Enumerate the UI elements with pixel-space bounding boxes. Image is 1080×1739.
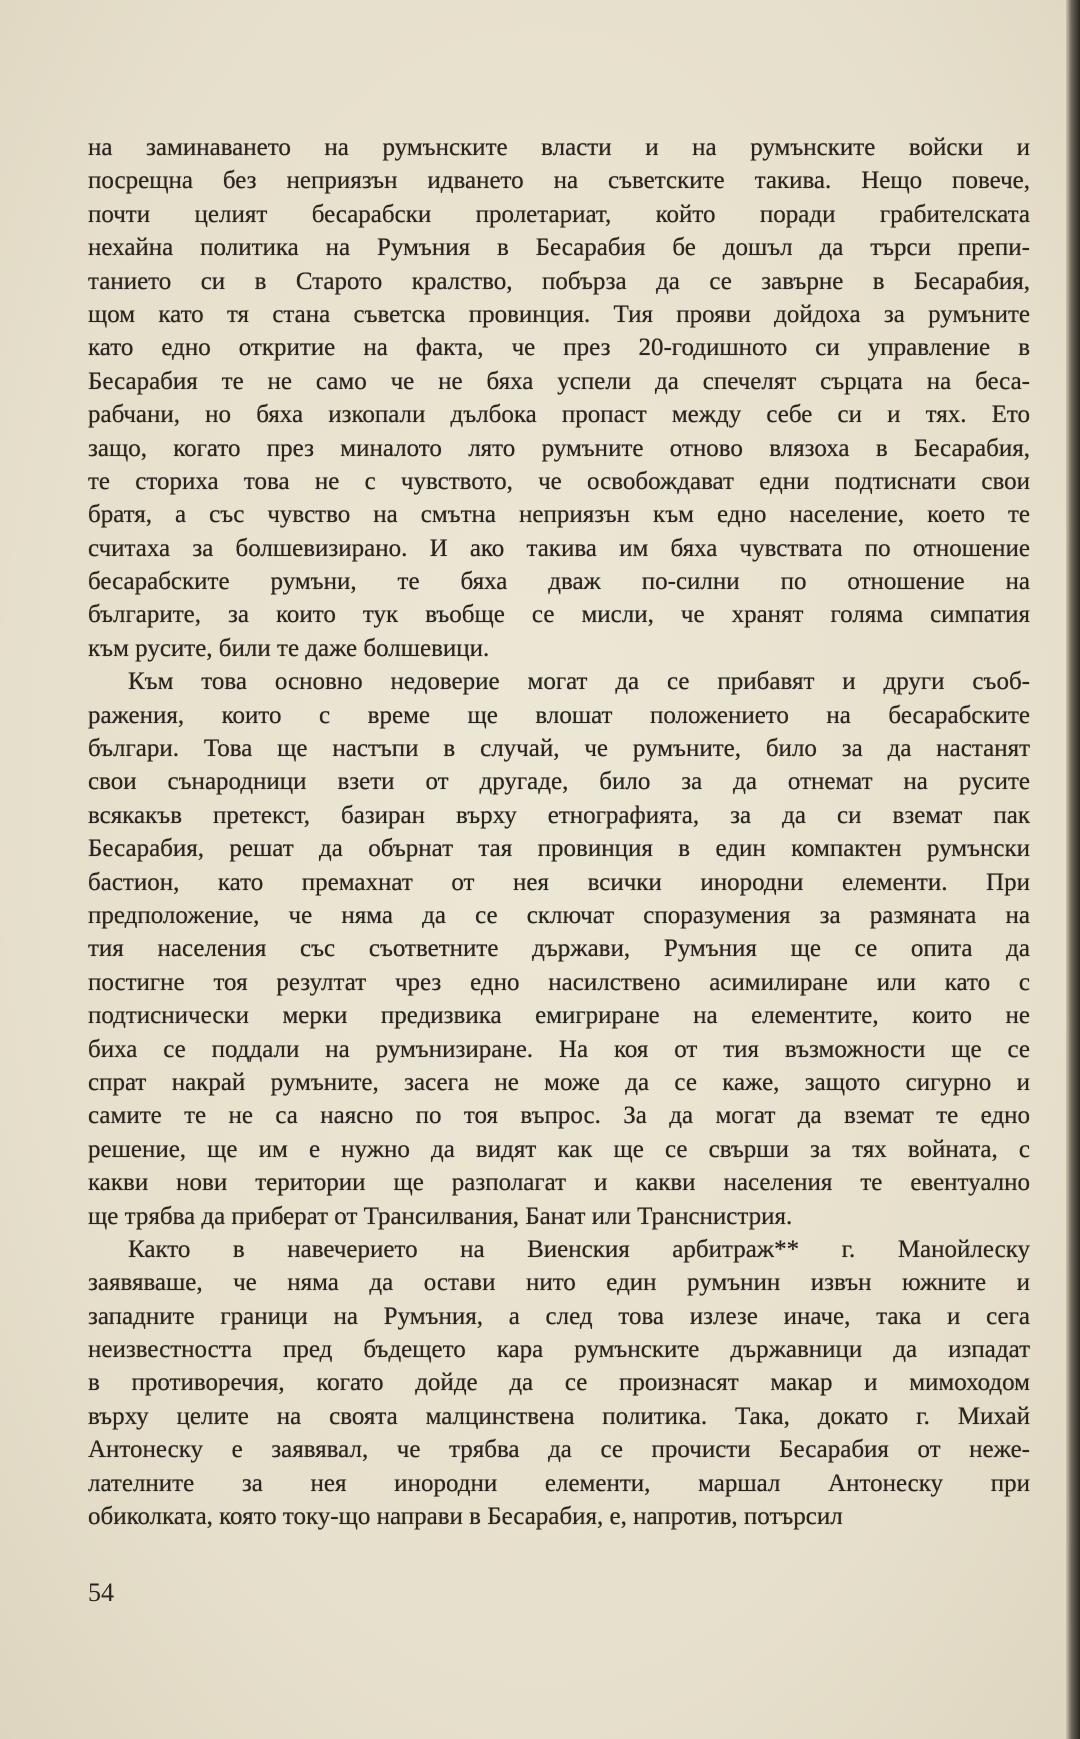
text-line: в противоречия, когато дойде да се произнасят макар и мимоходом	[88, 1369, 1030, 1397]
text-line: почти целият бесарабски пролетариат, който поради грабителската	[88, 200, 1030, 228]
text-line: българи. Това ще настъпи в случай, че румъните, било за да настанят	[88, 735, 1030, 763]
text-line: всякакъв претекст, базиран върху етнографията, за да си вземат пак	[88, 801, 1030, 829]
text-line: българите, за които тук въобще се мисли, че хранят голяма симпатия	[88, 601, 1030, 629]
text-line: подтиснически мерки предизвика емигриране на елементите, които не	[88, 1002, 1030, 1030]
text-line: щом като тя стана съветска провинция. Тия прояви дойдоха за румъните	[88, 300, 1030, 328]
text-line: обиколката, която току-що направи в Бесарабия, е, напротив, потърсил	[88, 1503, 843, 1531]
text-line: като едно откритие на факта, че през 20-годишното си управление в	[88, 334, 1030, 362]
text-line: ще трябва да приберат от Трансилвания, Банат или Транснистрия.	[88, 1202, 793, 1230]
text-line: защо, когато през миналото лято румъните отново влязоха в Бесарабия,	[88, 434, 1030, 462]
text-line: свои сънародници взети от другаде, било за да отнемат на русите	[88, 768, 1030, 796]
text-line: решение, ще им е нужно да видят как ще се свърши за тях войната, с	[88, 1135, 1030, 1163]
text-line: спрат накрай румъните, засега не може да се каже, защото сигурно и	[88, 1068, 1030, 1096]
text-line: биха се поддали на румънизиране. На коя от тия възможности ще се	[88, 1035, 1030, 1063]
text-line: на заминаването на румънските власти и на румънските войски и	[88, 134, 1030, 161]
text-line: бастион, като премахнат от нея всички инородни елементи. При	[88, 868, 1030, 896]
text-line: постигне тоя резултат чрез едно насилствено асимилиране или като с	[88, 968, 1030, 996]
text-line: западните граници на Румъния, а след това излезе иначе, така и сега	[88, 1302, 1030, 1330]
text-line: считаха за болшевизирано. И ако такива им бяха чувствата по отношение	[88, 534, 1030, 562]
text-line: какви нови територии ще разполагат и какви населения те евентуално	[88, 1169, 1030, 1197]
text-line: предположение, че няма да се сключат споразумения за размяната на	[88, 901, 1030, 929]
text-line: братя, а със чувство на смътна неприязън към едно население, което те	[88, 501, 1030, 529]
text-line: танието си в Старото кралство, побърза да се завърне в Бесарабия,	[88, 267, 1030, 295]
text-line: бесарабските румъни, те бяха дваж по-силни по отношение на	[88, 568, 1030, 596]
paragraph	[88, 665, 1030, 1233]
paragraph	[88, 1233, 1030, 1534]
text-line: посрещна без неприязън идването на съветските такива. Нещо повече,	[88, 167, 1030, 195]
text-line: към русите, били те даже болшевици.	[88, 634, 490, 662]
page-edge-shadow	[1066, 0, 1080, 1739]
text-line: нехайна политика на Румъния в Бесарабия бе дошъл да търси препи-	[88, 234, 1030, 262]
text-line: ражения, които с време ще влошат положението на бесарабските	[88, 701, 1030, 729]
body-text	[88, 131, 1030, 1533]
text-line: Към това основно недоверие могат да се прибавят и други съоб-	[128, 668, 1030, 696]
text-line: Бесарабия те не само че не бяха успели да спечелят сърцата на беса-	[88, 367, 1030, 395]
text-line: Както в навечерието на Виенския арбитраж** г. Манойлеску	[128, 1235, 1030, 1263]
text-line: рабчани, но бяха изкопали дълбока пропаст между себе си и тях. Ето	[88, 401, 1030, 429]
page-number: 54	[88, 1578, 114, 1607]
text-line: тия населения със съответните държави, Румъния ще се опита да	[88, 935, 1030, 963]
text-line: самите те не са наясно по тоя въпрос. За да могат да вземат те едно	[88, 1102, 1030, 1130]
text-line: заявяваше, че няма да остави нито един румънин извън южните и	[88, 1269, 1030, 1297]
text-line: неизвестността пред бъдещето кара румънските държавници да изпадат	[88, 1336, 1030, 1364]
paragraph	[88, 131, 1030, 665]
text-line: върху целите на своята малцинствена политика. Така, докато г. Михай	[88, 1402, 1030, 1430]
text-line: те сториха това не с чувството, че освобождават едни подтиснати свои	[88, 467, 1030, 495]
text-line: лателните за нея инородни елементи, маршал Антонеску при	[88, 1469, 1030, 1497]
text-line: Антонеску е заявявал, че трябва да се прочисти Бесарабия от неже-	[88, 1436, 1030, 1464]
text-line: Бесарабия, решат да обърнат тая провинция в един компактен румънски	[88, 835, 1030, 863]
